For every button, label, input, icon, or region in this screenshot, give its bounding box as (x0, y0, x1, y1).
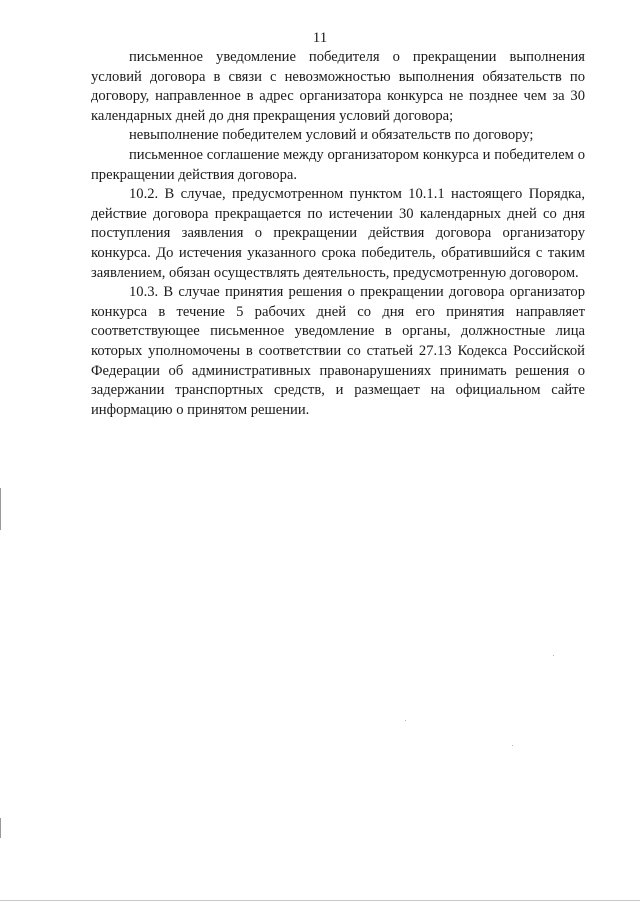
scan-edge-mark (0, 488, 1, 530)
document-body (91, 48, 585, 420)
scan-speck (553, 655, 554, 656)
paragraph-10-2: 10.2. В случае, предусмотренном пунктом 10.1.1 настоящего Порядка, действие договора прекращается по истечении 30 календарных дней со дня поступления заявления о прекращении действия договора организатору конкурса. До истечения указанного срока победитель, обратившийся с таким заявлением, обязан осуществлять деятельность, предусмотренную договором. (91, 186, 585, 281)
paragraph-10-3: 10.3. В случае принятия решения о прекращении договора организатор конкурса в течение 5 рабочих дней со дня его принятия направляет соответствующее письменное уведомление в органы, должностные лица которых уполномочены в соответствии со статьей 27.13 Кодекса Российской Федерации об административных правонарушениях принимать решения о задержании транспортных средств, и размещает на официальном сайте информацию о принятом решении. (91, 284, 585, 418)
scan-edge-mark (0, 818, 1, 838)
paragraph-non-fulfillment: невыполнение победителем условий и обязательств по договору; (129, 127, 534, 144)
page-number: 11 (312, 30, 328, 46)
scan-bottom-edge (0, 900, 640, 901)
scan-speck (512, 745, 513, 746)
scan-speck (405, 720, 406, 721)
paragraph-written-agreement: письменное соглашение между организатором конкурса и победителем о прекращении действия договора. (91, 146, 585, 183)
paragraph-written-notice: письменное уведомление победителя о прекращении выполнения условий договора в связи с невозможностью выполнения обязательств по договору, направленное в адрес организатора конкурса не позднее чем за 30 календарных дней до дня прекращения условий договора; (91, 49, 585, 124)
